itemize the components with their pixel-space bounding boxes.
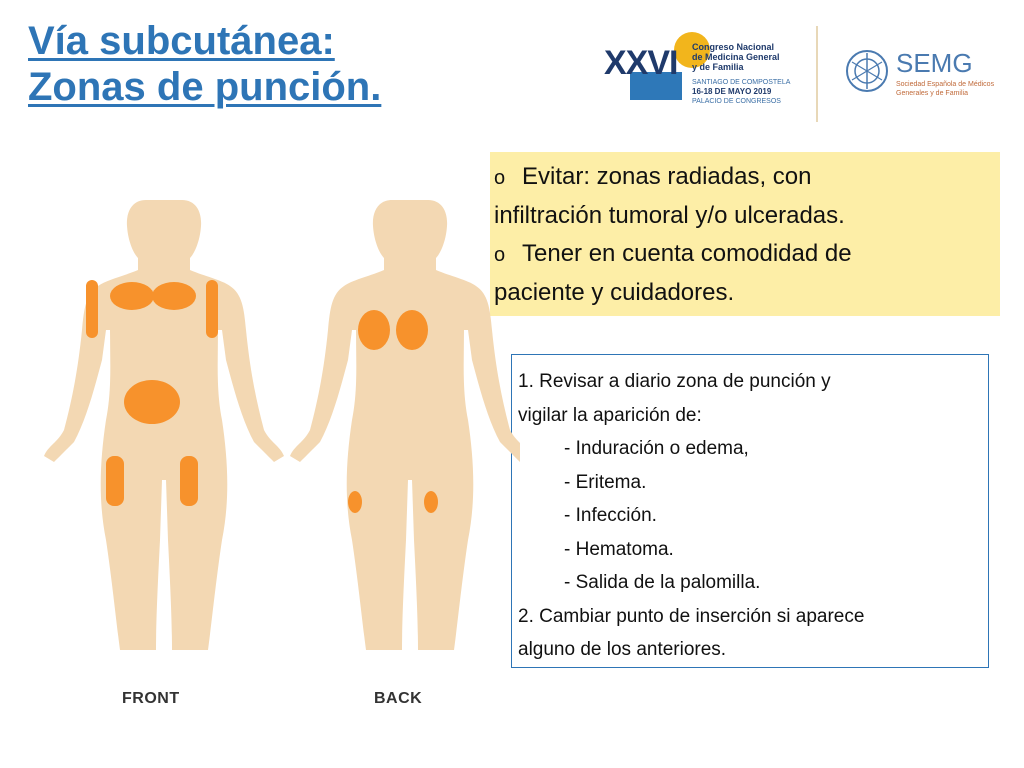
- semg-acronym: SEMG: [896, 48, 973, 78]
- congreso-venue: PALACIO DE CONGRESOS: [692, 98, 781, 105]
- title-line-1: Vía subcutánea:: [28, 19, 335, 63]
- sign-item: - Infección.: [564, 505, 657, 526]
- congreso-dates: 16-18 DE MAYO 2019: [692, 87, 772, 96]
- logos: [600, 22, 995, 122]
- front-arm-zone: [86, 280, 98, 338]
- back-thigh-zone: [348, 491, 362, 513]
- semg-subtitle-line: Generales y de Familia: [896, 90, 968, 97]
- semg-subtitle-line: Sociedad Española de Médicos: [896, 81, 995, 88]
- monitor-line: 2. Cambiar punto de inserción si aparece: [518, 605, 865, 627]
- congreso-name-line: de Medicina General: [692, 52, 780, 62]
- back-scapular-zone: [358, 310, 390, 350]
- front-arm-zone: [206, 280, 218, 338]
- title-line-2: Zonas de punción.: [28, 65, 382, 109]
- sign-item: - Eritema.: [564, 471, 647, 493]
- monitor-line: alguno de los anteriores.: [518, 639, 727, 660]
- front-thigh-zone: [180, 456, 198, 506]
- congreso-logo: [604, 22, 804, 122]
- sign-item: - Induración o edema,: [564, 438, 749, 459]
- front-thigh-zone: [106, 456, 124, 506]
- front-abdomen-zone: [124, 380, 180, 424]
- front-body-figure: [44, 200, 284, 650]
- sign-item: - Hematoma.: [564, 538, 674, 560]
- congreso-place: SANTIAGO DE COMPOSTELA: [692, 79, 791, 86]
- bullet: o: [494, 244, 506, 266]
- sign-item: - Salida de la palomilla.: [564, 572, 761, 593]
- semg-logo: [844, 46, 994, 106]
- semg-emblem-icon: [844, 48, 890, 94]
- avoid-zones-box: [490, 152, 1000, 316]
- front-label: FRONT: [122, 690, 180, 707]
- avoid-item-cont: infiltración tumoral y/o ulceradas.: [494, 202, 845, 229]
- congreso-details: [692, 78, 812, 106]
- back-scapular-zone: [396, 310, 428, 350]
- bullet: o: [494, 167, 506, 189]
- avoid-item-cont: paciente y cuidadores.: [494, 279, 735, 306]
- monitoring-box: [511, 354, 989, 668]
- congreso-name-line: Congreso Nacional: [692, 42, 775, 52]
- back-body-figure: [290, 200, 520, 650]
- front-chest-zone: [152, 282, 196, 310]
- logo-divider: [816, 26, 818, 122]
- avoid-item-line: Tener en cuenta comodidad de: [522, 240, 852, 267]
- slide-title: [28, 18, 381, 110]
- avoid-item-line: Evitar: zonas radiadas, con: [522, 163, 812, 190]
- congreso-numeral: XXVI: [604, 44, 678, 82]
- semg-subtitle: [896, 80, 996, 98]
- avoid-item: [494, 158, 994, 197]
- front-chest-zone: [110, 282, 154, 310]
- back-thigh-zone: [424, 491, 438, 513]
- monitor-line: vigilar la aparición de:: [518, 404, 702, 426]
- monitor-line: 1. Revisar a diario zona de punción y: [518, 371, 831, 392]
- congreso-name: [692, 42, 802, 72]
- avoid-item: [494, 235, 994, 274]
- body-diagram: [20, 180, 520, 680]
- back-label: BACK: [374, 690, 423, 707]
- congreso-name-line: y de Familia: [692, 62, 744, 72]
